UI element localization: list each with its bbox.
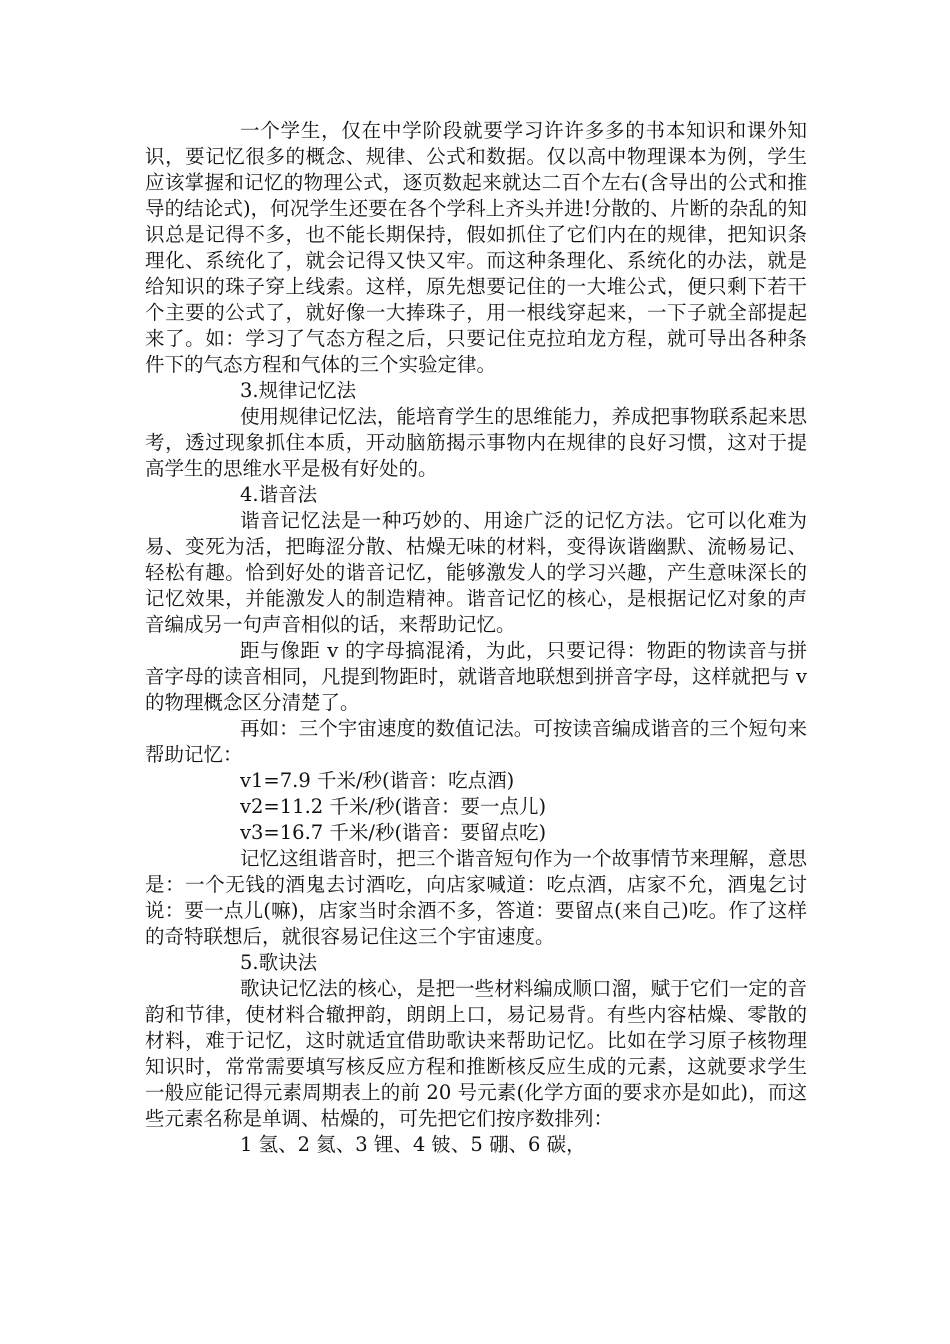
formula-v3: v3=16.7 千米/秒(谐音：要留点吃) <box>240 821 547 844</box>
paragraph-rule-memory: 使用规律记忆法，能培育学生的思维能力，养成把事物联系起来思考，透过现象抓住本质，开动脑筋揭示事物内在规律的良好习惯，这对于提高学生的思维水平是极有好处的。 <box>145 405 807 480</box>
heading-rule-memory: 3.规律记忆法 <box>240 379 357 402</box>
formula-v1: v1=7.9 千米/秒(谐音：吃点酒) <box>240 769 515 792</box>
paragraph-rhyme: 歌诀记忆法的核心，是把一些材料编成顺口溜，赋于它们一定的音韵和节律，使材料合辙押韵，朗朗上口，易记易背。有些内容枯燥、零散的材料，难于记忆，这时就适宜借助歌诀来帮助记忆。比如在学习原子核物理知识时，常常需要填写核反应方程和推断核反应生成的元素，这就要求学生一般应能记得元素周期表上的前 20 号元素(化学方面的要求亦是如此)，而这些元素名称是单调、枯燥的，可先把它们按序数排列： <box>145 977 807 1130</box>
paragraph-drunkard-story: 记忆这组谐音时，把三个谐音短句作为一个故事情节来理解，意思是：一个无钱的酒鬼去讨酒吃，向店家喊道：吃点酒，店家不允，酒鬼乞讨说：要一点儿(嘛)，店家当时余酒不多，答道：要留点(来自己)吃。作了这样的奇特联想后，就很容易记住这三个宇宙速度。 <box>145 847 807 948</box>
paragraph-cosmic-velocity: 再如：三个宇宙速度的数值记法。可按读音编成谐音的三个短句来帮助记忆： <box>145 717 807 766</box>
document-page <box>145 118 807 1158</box>
paragraph-knowledge-threads: 一个学生，仅在中学阶段就要学习许许多多的书本知识和课外知识，要记忆很多的概念、规律、公式和数据。仅以高中物理课本为例，学生应该掌握和记忆的物理公式，逐页数起来就达二百个左右(含导出的公式和推导的结论式)，何况学生还要在各个学科上齐头并进!分散的、片断的杂乱的知识总是记得不多，也不能长期保持，假如抓住了它们内在的规律，把知识条理化、系统化了，就会记得又快又牢。而这种条理化、系统化的办法，就是给知识的珠子穿上线索。这样，原先想要记住的一大堆公式，便只剩下若干个主要的公式了，就好像一大捧珠子，用一根线穿起来，一下子就全部提起来了。如：学习了气态方程之后，只要记住克拉珀龙方程，就可导出各种条件下的气态方程和气体的三个实验定律。 <box>145 119 807 376</box>
paragraph-object-distance: 距与像距 v 的字母搞混淆，为此，只要记得：物距的物读音与拼音字母的读音相同，凡提到物距时，就谐音地联想到拼音字母，这样就把与 v 的物理概念区分清楚了。 <box>145 639 807 714</box>
formula-v2: v2=11.2 千米/秒(谐音：要一点儿) <box>240 795 547 818</box>
paragraph-homophone-intro: 谐音记忆法是一种巧妙的、用途广泛的记忆方法。它可以化难为易、变死为活，把晦涩分散、枯燥无味的材料，变得诙谐幽默、流畅易记、轻松有趣。恰到好处的谐音记忆，能够激发人的学习兴趣，产生意味深长的记忆效果，并能激发人的制造精神。谐音记忆的核心，是根据记忆对象的声音编成另一句声音相似的话，来帮助记忆。 <box>145 509 807 636</box>
heading-homophone: 4.谐音法 <box>240 483 318 506</box>
heading-rhyme: 5.歌诀法 <box>240 951 318 974</box>
element-list: 1 氢、2 氦、3 锂、4 铍、5 硼、6 碳， <box>240 1133 586 1156</box>
